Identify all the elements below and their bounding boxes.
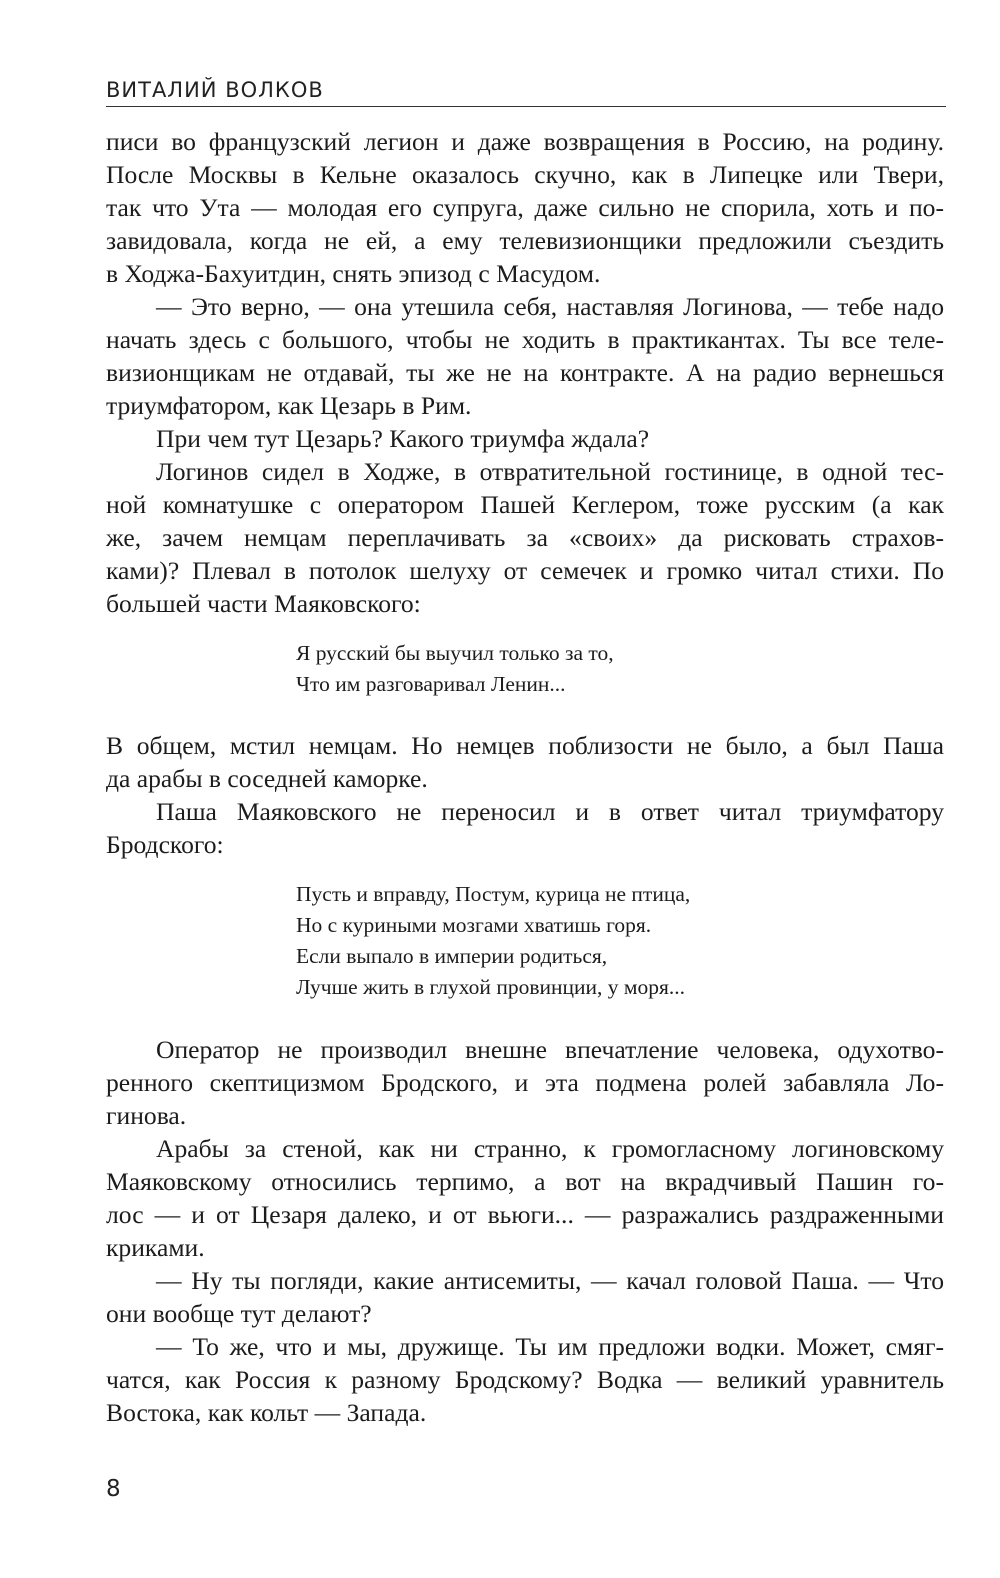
text-line: визионщикам не отдавай, ты же не на контракте. А на радио вернешься bbox=[106, 358, 944, 387]
text-line: Арабы за стеной, как ни странно, к громогласному логиновскому bbox=[156, 1134, 944, 1163]
text-line: — Ну ты погляди, какие антисемиты, — качал головой Паша. — Что bbox=[156, 1266, 944, 1295]
verse-line: Я русский бы выучил только за то, bbox=[296, 641, 614, 665]
verse-line: Но с куриными мозгами хватишь горя. bbox=[296, 913, 652, 937]
paragraph bbox=[106, 729, 944, 795]
text-line: они вообще тут делают? bbox=[106, 1299, 372, 1328]
verse-line: Если выпало в империи родиться, bbox=[296, 944, 608, 968]
paragraph bbox=[106, 290, 944, 422]
text-line: писи во французский легион и даже возвращения в Россию, на родину. bbox=[106, 127, 944, 156]
text-line: Логинов сидел в Ходже, в отвратительной гостинице, в одной тес- bbox=[156, 457, 944, 486]
text-line: чатся, как Россия к разному Бродскому? Водка — великий уравнитель bbox=[106, 1365, 944, 1394]
text-line: гинова. bbox=[106, 1101, 187, 1130]
text-line: да арабы в соседней каморке. bbox=[106, 764, 428, 793]
spacer bbox=[106, 861, 944, 879]
spacer bbox=[106, 1003, 944, 1033]
text-line: завидовала, когда не ей, а ему телевизионщики предложили съездить bbox=[106, 226, 944, 255]
spacer bbox=[106, 700, 944, 729]
header-divider bbox=[106, 106, 946, 107]
verse-quote-mayakovsky bbox=[296, 638, 944, 700]
paragraph bbox=[106, 795, 944, 861]
text-line: Паша Маяковского не переносил и в ответ читал триумфатору bbox=[156, 797, 944, 826]
text-line: При чем тут Цезарь? Какого триумфа ждала? bbox=[156, 424, 650, 453]
text-line: После Москвы в Кельне оказалось скучно, как в Липецке или Твери, bbox=[106, 160, 944, 189]
verse-line: Что им разговаривал Ленин... bbox=[296, 672, 566, 696]
running-header-author: ВИТАЛИЙ ВОЛКОВ bbox=[106, 78, 324, 102]
text-line: лос — и от Цезаря далеко, и от вьюги... — разражались раздраженными bbox=[106, 1200, 944, 1229]
text-line: В общем, мстил немцам. Но немцев поблизости не было, а был Паша bbox=[106, 731, 944, 760]
page-body bbox=[106, 125, 944, 1429]
text-line: ренного скептицизмом Бродского, и эта подмена ролей забавляла Ло- bbox=[106, 1068, 944, 1097]
spacer bbox=[106, 620, 944, 638]
paragraph bbox=[106, 1033, 944, 1132]
text-line: Оператор не производил внешне впечатление человека, одухотво- bbox=[156, 1035, 944, 1064]
text-line: начать здесь с большого, чтобы не ходить в практикантах. Ты все теле- bbox=[106, 325, 944, 354]
verse-line: Лучше жить в глухой провинции, у моря... bbox=[296, 975, 685, 999]
text-line: — Это верно, — она утешила себя, наставляя Логинова, — тебе надо bbox=[156, 292, 944, 321]
paragraph bbox=[106, 455, 944, 620]
page-number: 8 bbox=[106, 1476, 121, 1502]
text-line: же, зачем немцам переплачивать за «своих» да рисковать страхов- bbox=[106, 523, 944, 552]
verse-quote-brodsky bbox=[296, 879, 944, 1003]
text-line: большей части Маяковского: bbox=[106, 589, 421, 618]
text-line: так что Ута — молодая его супруга, даже сильно не спорила, хоть и по- bbox=[106, 193, 944, 222]
text-line: Бродского: bbox=[106, 830, 224, 859]
paragraph bbox=[106, 1330, 944, 1429]
paragraph bbox=[106, 1264, 944, 1330]
text-line: — То же, что и мы, дружище. Ты им предложи водки. Может, смяг- bbox=[156, 1332, 944, 1361]
text-line: ками)? Плевал в потолок шелуху от семечек и громко читал стихи. По bbox=[106, 556, 944, 585]
text-line: триумфатором, как Цезарь в Рим. bbox=[106, 391, 472, 420]
text-line: в Ходжа-Бахуитдин, снять эпизод с Масудом. bbox=[106, 259, 601, 288]
text-line: Востока, как кольт — Запада. bbox=[106, 1398, 427, 1427]
text-line: ной комнатушке с оператором Пашей Кеглером, тоже русским (а как bbox=[106, 490, 944, 519]
text-line: криками. bbox=[106, 1233, 205, 1262]
verse-line: Пусть и вправду, Постум, курица не птица, bbox=[296, 882, 691, 906]
paragraph bbox=[106, 422, 944, 455]
paragraph bbox=[106, 1132, 944, 1264]
text-line: Маяковскому относились терпимо, а вот на вкрадчивый Пашин го- bbox=[106, 1167, 944, 1196]
paragraph bbox=[106, 125, 944, 290]
